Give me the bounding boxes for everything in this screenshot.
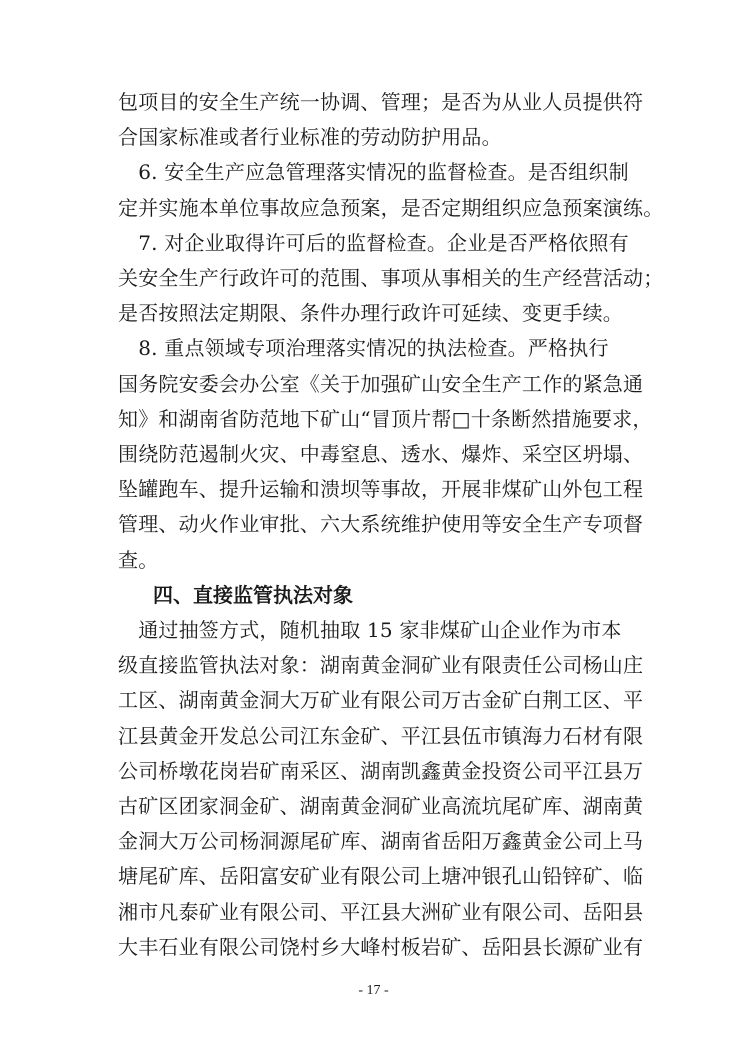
text-line: 查。 xyxy=(118,547,159,572)
text-line: 塘尾矿库、岳阳富安矿业有限公司上塘冲银孔山铅锌矿、临 xyxy=(118,864,644,889)
text-line: 江县黄金开发总公司江东金矿、平江县伍市镇海力石材有限 xyxy=(118,723,644,748)
text-line: 关安全生产行政许可的范围、事项从事相关的生产经营活动； xyxy=(118,266,664,290)
section-heading: 四、直接监管执法对象 xyxy=(153,582,353,607)
text-line: 知》和湖南省防范地下矿山“冒顶片帮□十条断然措施要求， xyxy=(118,406,653,431)
page-number: - 17 - xyxy=(358,983,389,998)
text-line: 大丰石业有限公司饶村乡大峰村板岩矿、岳阳县长源矿业有 xyxy=(118,934,644,959)
text-line: 合国家标准或者行业标准的劳动防护用品。 xyxy=(118,125,502,150)
text-line: 围绕防范遏制火灾、中毒窒息、透水、爆炸、采空区坍塌、 xyxy=(118,442,644,466)
text-line: 通过抽签方式，随机抽取 15 家非煤矿山企业作为市本 xyxy=(118,618,622,642)
text-line: 是否按照法定期限、条件办理行政许可延续、变更手续。 xyxy=(118,301,623,326)
text-line: 湘市凡泰矿业有限公司、平江县大洲矿业有限公司、岳阳县 xyxy=(118,899,644,924)
text-line: 级直接监管执法对象：湖南黄金洞矿业有限责任公司杨山庄 xyxy=(118,653,644,678)
text-line: 6. 安全生产应急管理落实情况的监督检查。是否组织制 xyxy=(118,160,629,185)
text-line: 工区、湖南黄金洞大万矿业有限公司万古金矿白荆工区、平 xyxy=(118,688,644,713)
text-line: 定并实施本单位事故应急预案，是否定期组织应急预案演练。 xyxy=(118,195,664,220)
text-line: 金洞大万公司杨洞源尾矿库、湖南省岳阳万鑫黄金公司上马 xyxy=(118,829,644,854)
text-line: 国务院安委会办公室《关于加强矿山安全生产工作的紧急通 xyxy=(118,371,644,396)
text-line: 包项目的安全生产统一协调、管理；是否为从业人员提供符 xyxy=(118,90,644,114)
text-line: 公司桥墩花岗岩矿南采区、湖南凯鑫黄金投资公司平江县万 xyxy=(118,758,644,783)
text-line: 古矿区团家洞金矿、湖南黄金洞矿业高流坑尾矿库、湖南黄 xyxy=(118,794,644,818)
text-line: 8. 重点领域专项治理落实情况的执法检查。严格执行 xyxy=(118,336,609,361)
text-line: 管理、动火作业审批、六大系统维护使用等安全生产专项督 xyxy=(118,512,644,537)
text-line: 7. 对企业取得许可后的监督检查。企业是否严格依照有 xyxy=(118,230,629,255)
text-line: 坠罐跑车、提升运输和溃坝等事故，开展非煤矿山外包工程 xyxy=(118,477,644,502)
